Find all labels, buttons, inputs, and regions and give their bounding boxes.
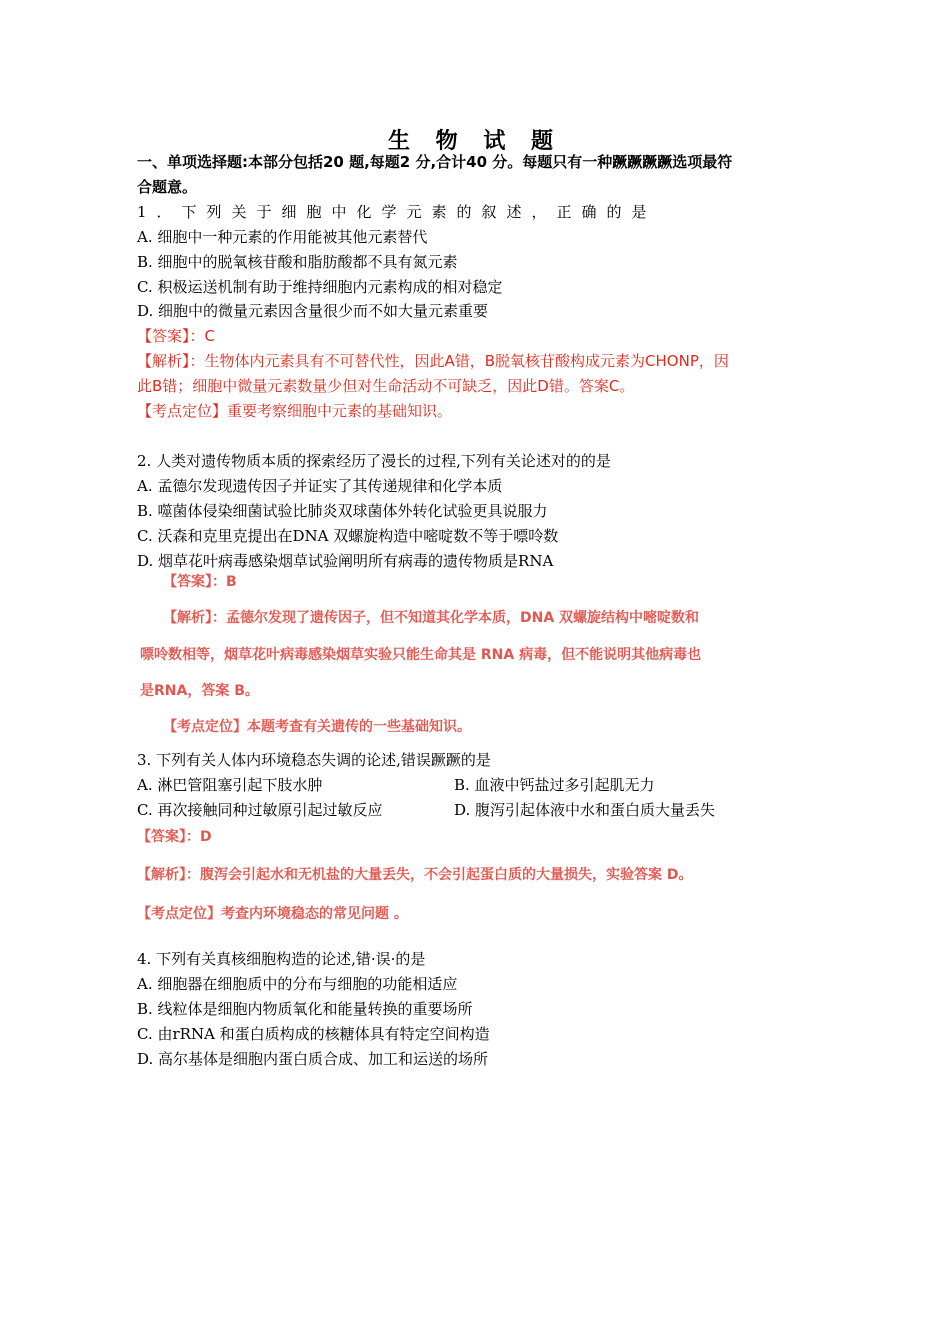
page-title: 生 物 试 题 (388, 129, 562, 154)
q2-option-a: A. 孟德尔发现遗传因子并证实了其传递规律和化学本质 (137, 477, 503, 495)
q1-answer: 【答案】：C (137, 327, 215, 345)
q3-option-b: B. 血液中钙盐过多引起肌无力 (454, 776, 655, 794)
q2-stem: 2. 人类对遗传物质本质的探索经历了漫长的过程,下列有关论述对的的是 (137, 452, 611, 470)
q4-option-d: D. 高尔基体是细胞内蛋白质合成、加工和运送的场所 (137, 1050, 489, 1068)
q1-point: 【考点定位】重要考察细胞中元素的基础知识。 (137, 402, 453, 420)
q1-option-d: D. 细胞中的微量元素因含量很少而不如大量元素重要 (137, 302, 489, 320)
section-heading: 一、单项选择题:本部分包括20 题,每题2 分,合计40 分。每题只有一种蹶蹶蹶蹶选项最符 (137, 153, 733, 171)
q3-option-c: C. 再次接触同种过敏原引起过敏反应 (137, 801, 383, 819)
q1-option-a: A. 细胞中一种元素的作用能被其他元素替代 (137, 228, 428, 246)
q2-analysis-end: 是RNA，答案 B。 (140, 683, 259, 699)
section-heading-cont: 合题意。 (137, 178, 198, 196)
q2-analysis: 【解析】：孟德尔发现了遗传因子，但不知道其化学本质，DNA 双螺旋结构中嘧啶数和 (163, 610, 700, 626)
q2-option-c: C. 沃森和克里克提出在DNA 双螺旋构造中嘧啶数不等于嘌呤数 (137, 527, 559, 545)
q4-option-c: C. 由rRNA 和蛋白质构成的核糖体具有特定空间构造 (137, 1025, 490, 1043)
q3-answer: 【答案】：D (137, 829, 212, 845)
q2-point: 【考点定位】本题考查有关遗传的一些基础知识。 (163, 719, 471, 735)
q1-stem: 1．下列关于细胞中化学元素的叙述，正确的是 (137, 203, 657, 221)
q3-stem: 3. 下列有关人体内环境稳态失调的论述,错误蹶蹶的是 (137, 751, 491, 769)
q2-option-d: D. 烟草花叶病毒感染烟草试验阐明所有病毒的遗传物质是RNA (137, 552, 554, 570)
q3-point: 【考点定位】考查内环境稳态的常见问题 。 (137, 906, 408, 922)
q4-stem: 4. 下列有关真核细胞构造的论述,错·误·的是 (137, 950, 426, 968)
q3-analysis: 【解析】：腹泻会引起水和无机盐的大量丢失，不会引起蛋白质的大量损失，实验答案 D。 (137, 867, 693, 883)
q1-analysis-cont: 此B错；细胞中微量元素数量少但对生命活动不可缺乏，因此D错。答案C。 (137, 377, 635, 395)
q2-option-b: B. 噬菌体侵染细菌试验比肺炎双球菌体外转化试验更具说服力 (137, 502, 548, 520)
q1-option-c: C. 积极运送机制有助于维持细胞内元素构成的相对稳定 (137, 278, 503, 296)
q3-option-d: D. 腹泻引起体液中水和蛋白质大量丢失 (454, 801, 716, 819)
q4-option-a: A. 细胞器在细胞质中的分布与细胞的功能相适应 (137, 975, 458, 993)
q2-analysis-cont: 嘌呤数相等，烟草花叶病毒感染烟草实验只能生命其是 RNA 病毒，但不能说明其他病毒也 (140, 647, 702, 663)
q1-analysis: 【解析】：生物体内元素具有不可替代性，因此A错，B脱氧核苷酸构成元素为CHONP，因 (137, 352, 729, 370)
q2-answer: 【答案】：B (163, 574, 237, 590)
q4-option-b: B. 线粒体是细胞内物质氧化和能量转换的重要场所 (137, 1000, 473, 1018)
q1-option-b: B. 细胞中的脱氧核苷酸和脂肪酸都不具有氮元素 (137, 253, 458, 271)
q3-option-a: A. 淋巴管阻塞引起下肢水肿 (137, 776, 323, 794)
